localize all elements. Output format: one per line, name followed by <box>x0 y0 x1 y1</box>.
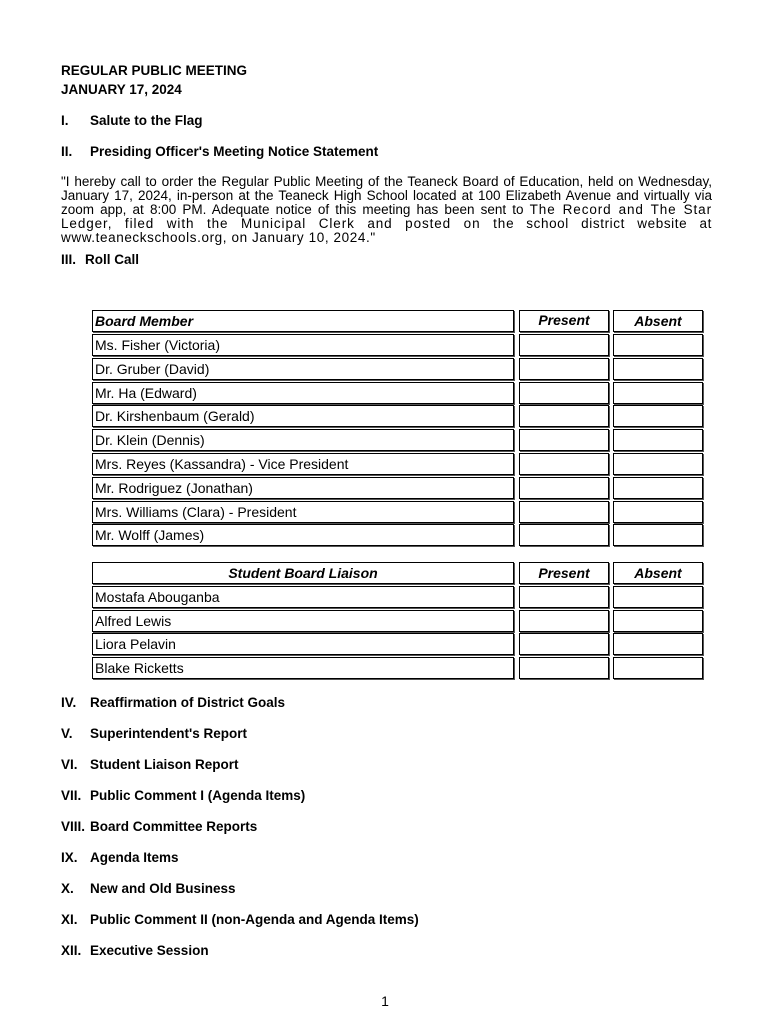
board-member-name: Ms. Fisher (Victoria) <box>92 334 514 356</box>
absent-cell[interactable] <box>613 657 703 679</box>
present-header: Present <box>519 310 609 332</box>
section-title: Superintendent's Report <box>90 726 247 741</box>
absent-cell[interactable] <box>613 405 703 427</box>
section-committee-reports <box>61 819 257 834</box>
section-number: II. <box>61 144 73 159</box>
absent-cell[interactable] <box>613 382 703 404</box>
section-title: Roll Call <box>85 252 140 267</box>
student-liaison-name: Blake Ricketts <box>92 657 514 679</box>
absent-cell[interactable] <box>613 334 703 356</box>
section-title: Executive Session <box>90 943 209 958</box>
board-member-name: Mrs. Reyes (Kassandra) - Vice President <box>92 453 514 475</box>
present-header: Present <box>519 562 609 584</box>
section-title: Presiding Officer's Meeting Notice Statement <box>90 144 379 159</box>
student-liaison-name: Liora Pelavin <box>92 633 514 655</box>
present-cell[interactable] <box>519 657 609 679</box>
absent-cell[interactable] <box>613 610 703 632</box>
absent-cell[interactable] <box>613 501 703 523</box>
section-student-liaison-report <box>61 757 239 772</box>
section-number: VIII. <box>61 819 86 834</box>
board-member-name: Mrs. Williams (Clara) - President <box>92 501 514 523</box>
page-number: 1 <box>381 993 389 1009</box>
absent-cell[interactable] <box>613 524 703 546</box>
section-title: Agenda Items <box>90 850 179 865</box>
section-roll-call <box>61 252 139 267</box>
section-number: VII. <box>61 788 82 803</box>
board-member-name: Mr. Rodriguez (Jonathan) <box>92 477 514 499</box>
board-member-name: Mr. Ha (Edward) <box>92 382 514 404</box>
board-member-name: Dr. Kirshenbaum (Gerald) <box>92 405 514 427</box>
section-public-comment-2 <box>61 912 419 927</box>
present-cell[interactable] <box>519 358 609 380</box>
section-number: IV. <box>61 695 77 710</box>
present-cell[interactable] <box>519 334 609 356</box>
section-number: V. <box>61 726 73 741</box>
present-cell[interactable] <box>519 610 609 632</box>
board-member-header: Board Member <box>92 310 514 332</box>
notice-line: "I hereby call to order the Regular Public Meeting of the Teaneck Board of Education, held on <box>61 174 634 189</box>
document-title: REGULAR PUBLIC MEETING <box>61 63 248 78</box>
notice-line: Wednesday, January 17, 2024, in-person at the Teaneck High School located at 100 Elizabeth <box>61 174 712 203</box>
notice-line: The Record and The Star Ledger, filed with the Municipal Clerk and posted on the <box>61 202 712 231</box>
section-salute-flag <box>61 113 203 128</box>
present-cell[interactable] <box>519 477 609 499</box>
section-title: Board Committee Reports <box>90 819 258 834</box>
student-liaison-name: Mostafa Abouganba <box>92 586 514 608</box>
section-number: VI. <box>61 757 78 772</box>
absent-header: Absent <box>613 310 703 332</box>
section-new-old-business <box>61 881 236 896</box>
absent-cell[interactable] <box>613 477 703 499</box>
present-cell[interactable] <box>519 501 609 523</box>
section-title: Salute to the Flag <box>90 113 203 128</box>
board-member-name: Dr. Gruber (David) <box>92 358 514 380</box>
notice-statement <box>61 175 712 245</box>
meeting-date: JANUARY 17, 2024 <box>61 82 182 97</box>
present-cell[interactable] <box>519 382 609 404</box>
student-liaison-header: Student Board Liaison <box>92 562 514 584</box>
section-number: III. <box>61 252 77 267</box>
absent-cell[interactable] <box>613 453 703 475</box>
absent-cell[interactable] <box>613 429 703 451</box>
section-title: Public Comment I (Agenda Items) <box>90 788 306 803</box>
present-cell[interactable] <box>519 633 609 655</box>
section-number: IX. <box>61 850 78 865</box>
board-member-name: Dr. Klein (Dennis) <box>92 429 514 451</box>
present-cell[interactable] <box>519 453 609 475</box>
section-superintendent-report <box>61 726 247 741</box>
absent-header: Absent <box>613 562 703 584</box>
section-number: XI. <box>61 912 78 927</box>
notice-line: Avenue and virtually via zoom app, at 8:00 PM. Adequate notice of this meeting has been sent to <box>61 188 712 217</box>
board-member-name: Mr. Wolff (James) <box>92 524 514 546</box>
present-cell[interactable] <box>519 429 609 451</box>
section-district-goals <box>61 695 285 710</box>
section-title: New and Old Business <box>90 881 236 896</box>
section-executive-session <box>61 943 209 958</box>
student-liaison-name: Alfred Lewis <box>92 610 514 632</box>
section-title: Reaffirmation of District Goals <box>90 695 286 710</box>
section-public-comment-1 <box>61 788 305 803</box>
section-title: Public Comment II (non-Agenda and Agenda Items) <box>90 912 419 927</box>
present-cell[interactable] <box>519 405 609 427</box>
section-number: I. <box>61 113 69 128</box>
section-number: XII. <box>61 943 82 958</box>
present-cell[interactable] <box>519 524 609 546</box>
present-cell[interactable] <box>519 586 609 608</box>
notice-line: school district website at www.teaneckschools.org, on January 10, 2024." <box>61 216 712 245</box>
absent-cell[interactable] <box>613 586 703 608</box>
section-number: X. <box>61 881 74 896</box>
absent-cell[interactable] <box>613 633 703 655</box>
section-notice-statement <box>61 144 378 159</box>
section-title: Student Liaison Report <box>90 757 239 772</box>
section-agenda-items <box>61 850 179 865</box>
absent-cell[interactable] <box>613 358 703 380</box>
